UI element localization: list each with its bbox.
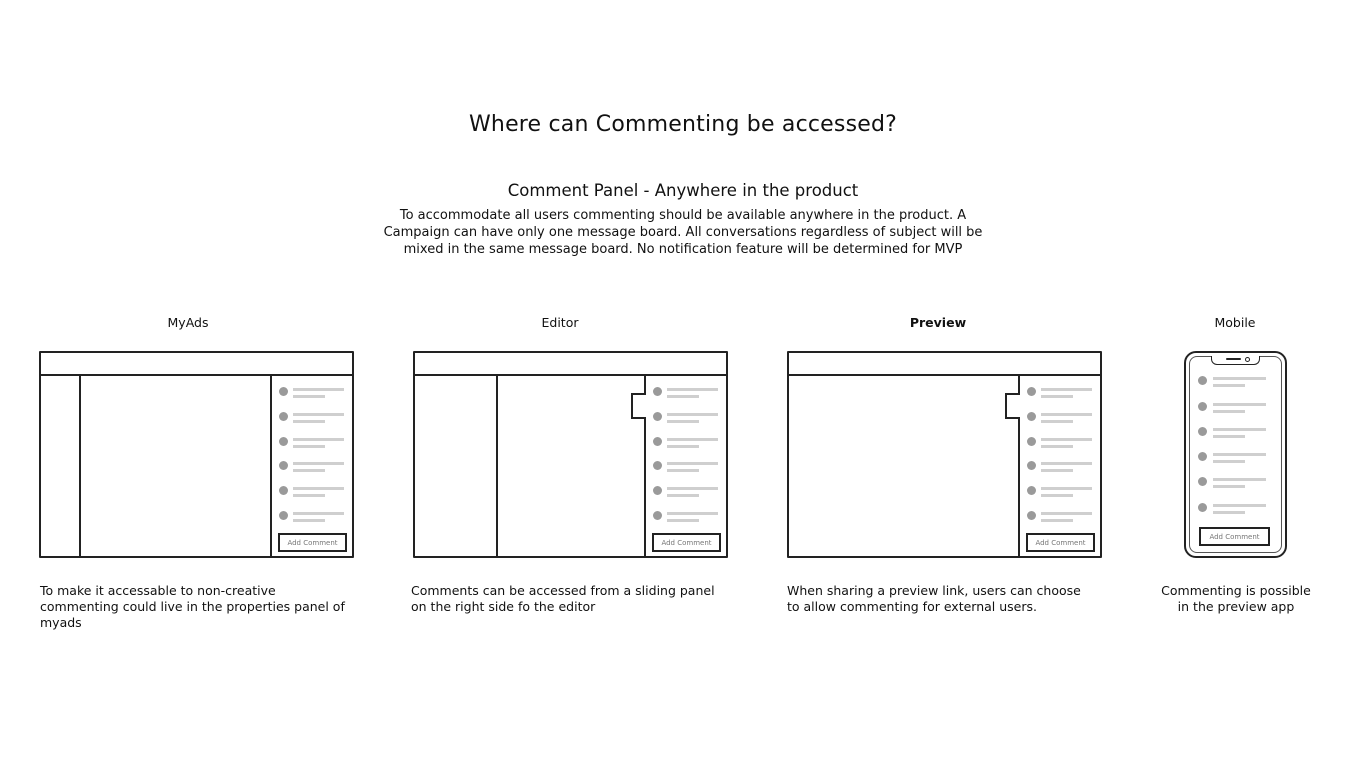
- comment-panel: [1021, 353, 1101, 556]
- comment-text-line: [667, 438, 718, 441]
- comment-text-line: [1041, 519, 1073, 522]
- avatar-dot: [279, 511, 288, 520]
- comment-panel: [1194, 353, 1278, 556]
- comment-text-line: [293, 445, 325, 448]
- comment-panel-divider: [270, 374, 272, 556]
- comment-item: [1021, 436, 1097, 450]
- avatar-dot: [653, 437, 662, 446]
- comment-text-line: [1041, 494, 1073, 497]
- comment-item: [273, 436, 349, 450]
- comment-text-line: [667, 420, 699, 423]
- comment-item: [273, 460, 349, 474]
- comment-item: [273, 386, 349, 400]
- comment-text-line: [293, 388, 344, 391]
- slide-panel-handle[interactable]: [631, 393, 646, 419]
- comment-text-line: [1041, 420, 1073, 423]
- avatar-dot: [1198, 503, 1207, 512]
- comment-item: [1194, 426, 1278, 440]
- comment-item: [1194, 375, 1278, 389]
- comment-text-line: [1041, 388, 1092, 391]
- comment-text-line: [1041, 512, 1092, 515]
- avatar-dot: [1198, 402, 1207, 411]
- comment-text-line: [293, 462, 344, 465]
- comment-item: [647, 460, 723, 474]
- comment-item: [647, 411, 723, 425]
- comment-item: [647, 510, 723, 524]
- mobile-phone-wireframe: [1184, 351, 1287, 558]
- comment-text-line: [1213, 511, 1245, 514]
- comment-item: [1021, 386, 1097, 400]
- avatar-dot: [279, 437, 288, 446]
- caption-myads: To make it accessable to non-creative commenting could live in the properties panel of myads: [40, 583, 345, 630]
- avatar-dot: [1027, 461, 1036, 470]
- label-preview: Preview: [909, 315, 967, 330]
- avatar-dot: [1198, 477, 1207, 486]
- comment-text-line: [667, 413, 718, 416]
- left-panel-divider: [496, 374, 498, 556]
- comment-text-line: [667, 388, 718, 391]
- comment-item: [1021, 460, 1097, 474]
- comment-item: [1194, 451, 1278, 465]
- comment-text-line: [667, 469, 699, 472]
- comment-item: [647, 386, 723, 400]
- avatar-dot: [1027, 387, 1036, 396]
- comment-text-line: [667, 494, 699, 497]
- comment-text-line: [1213, 435, 1245, 438]
- avatar-dot: [653, 412, 662, 421]
- comment-text-line: [1213, 460, 1245, 463]
- slide-panel-handle[interactable]: [1005, 393, 1020, 419]
- avatar-dot: [279, 486, 288, 495]
- comment-text-line: [293, 438, 344, 441]
- comment-text-line: [293, 420, 325, 423]
- comment-text-line: [1213, 428, 1266, 431]
- comment-item: [1194, 476, 1278, 490]
- add-comment-button[interactable]: Add Comment: [652, 533, 721, 552]
- comment-text-line: [1041, 487, 1092, 490]
- comment-item: [1021, 510, 1097, 524]
- comment-text-line: [1041, 395, 1073, 398]
- comment-text-line: [1213, 478, 1266, 481]
- label-editor: Editor: [541, 315, 579, 330]
- avatar-dot: [1027, 437, 1036, 446]
- comment-item: [273, 485, 349, 499]
- comment-text-line: [667, 395, 699, 398]
- label-mobile: Mobile: [1214, 315, 1256, 330]
- comment-item: [273, 510, 349, 524]
- comment-text-line: [1041, 445, 1073, 448]
- left-nav-divider: [79, 374, 81, 556]
- comment-text-line: [1213, 453, 1266, 456]
- comment-item: [1194, 502, 1278, 516]
- comment-item: [647, 485, 723, 499]
- page-title: Where can Commenting be accessed?: [468, 112, 898, 137]
- comment-text-line: [1041, 413, 1092, 416]
- caption-mobile: Commenting is possible in the preview app: [1161, 583, 1311, 614]
- avatar-dot: [653, 387, 662, 396]
- comment-text-line: [293, 469, 325, 472]
- comment-text-line: [667, 445, 699, 448]
- intro-paragraph: To accommodate all users commenting should be available anywhere in the product. A Campaign can have only one message board. All conversations regardless of subject will be mixed in the same message board. No notification feature will be determined for MVP: [383, 208, 983, 257]
- avatar-dot: [653, 511, 662, 520]
- caption-preview: When sharing a preview link, users can choose to allow commenting for external users.: [787, 583, 1081, 614]
- label-myads: MyAds: [167, 315, 209, 330]
- comment-text-line: [667, 519, 699, 522]
- comment-text-line: [1041, 469, 1073, 472]
- comment-panel: [273, 353, 353, 556]
- avatar-dot: [653, 461, 662, 470]
- comment-text-line: [293, 487, 344, 490]
- comment-text-line: [293, 494, 325, 497]
- avatar-dot: [279, 461, 288, 470]
- avatar-dot: [1198, 376, 1207, 385]
- avatar-dot: [279, 412, 288, 421]
- comment-item: [1194, 401, 1278, 415]
- avatar-dot: [1027, 412, 1036, 421]
- avatar-dot: [1027, 511, 1036, 520]
- comment-text-line: [1213, 410, 1245, 413]
- comment-text-line: [293, 395, 325, 398]
- comment-text-line: [293, 413, 344, 416]
- comment-text-line: [1213, 485, 1245, 488]
- comment-text-line: [293, 512, 344, 515]
- avatar-dot: [1198, 427, 1207, 436]
- comment-text-line: [1213, 504, 1266, 507]
- comment-item: [1021, 485, 1097, 499]
- comment-item: [1021, 411, 1097, 425]
- comment-text-line: [1041, 438, 1092, 441]
- comment-text-line: [667, 512, 718, 515]
- add-comment-button[interactable]: Add Comment: [278, 533, 347, 552]
- comment-panel: [647, 353, 727, 556]
- preview-wireframe: [787, 351, 1102, 558]
- avatar-dot: [1027, 486, 1036, 495]
- comment-text-line: [1213, 377, 1266, 380]
- comment-item: [273, 411, 349, 425]
- comment-text-line: [293, 519, 325, 522]
- caption-editor: Comments can be accessed from a sliding panel on the right side fo the editor: [411, 583, 715, 614]
- add-comment-button[interactable]: Add Comment: [1199, 527, 1270, 546]
- myads-wireframe: [39, 351, 354, 558]
- avatar-dot: [279, 387, 288, 396]
- comment-text-line: [1213, 403, 1266, 406]
- avatar-dot: [653, 486, 662, 495]
- comment-item: [647, 436, 723, 450]
- comment-text-line: [667, 487, 718, 490]
- comment-text-line: [1041, 462, 1092, 465]
- comment-text-line: [1213, 384, 1245, 387]
- editor-wireframe: [413, 351, 728, 558]
- avatar-dot: [1198, 452, 1207, 461]
- comment-text-line: [667, 462, 718, 465]
- section-subtitle: Comment Panel - Anywhere in the product: [507, 181, 859, 200]
- add-comment-button[interactable]: Add Comment: [1026, 533, 1095, 552]
